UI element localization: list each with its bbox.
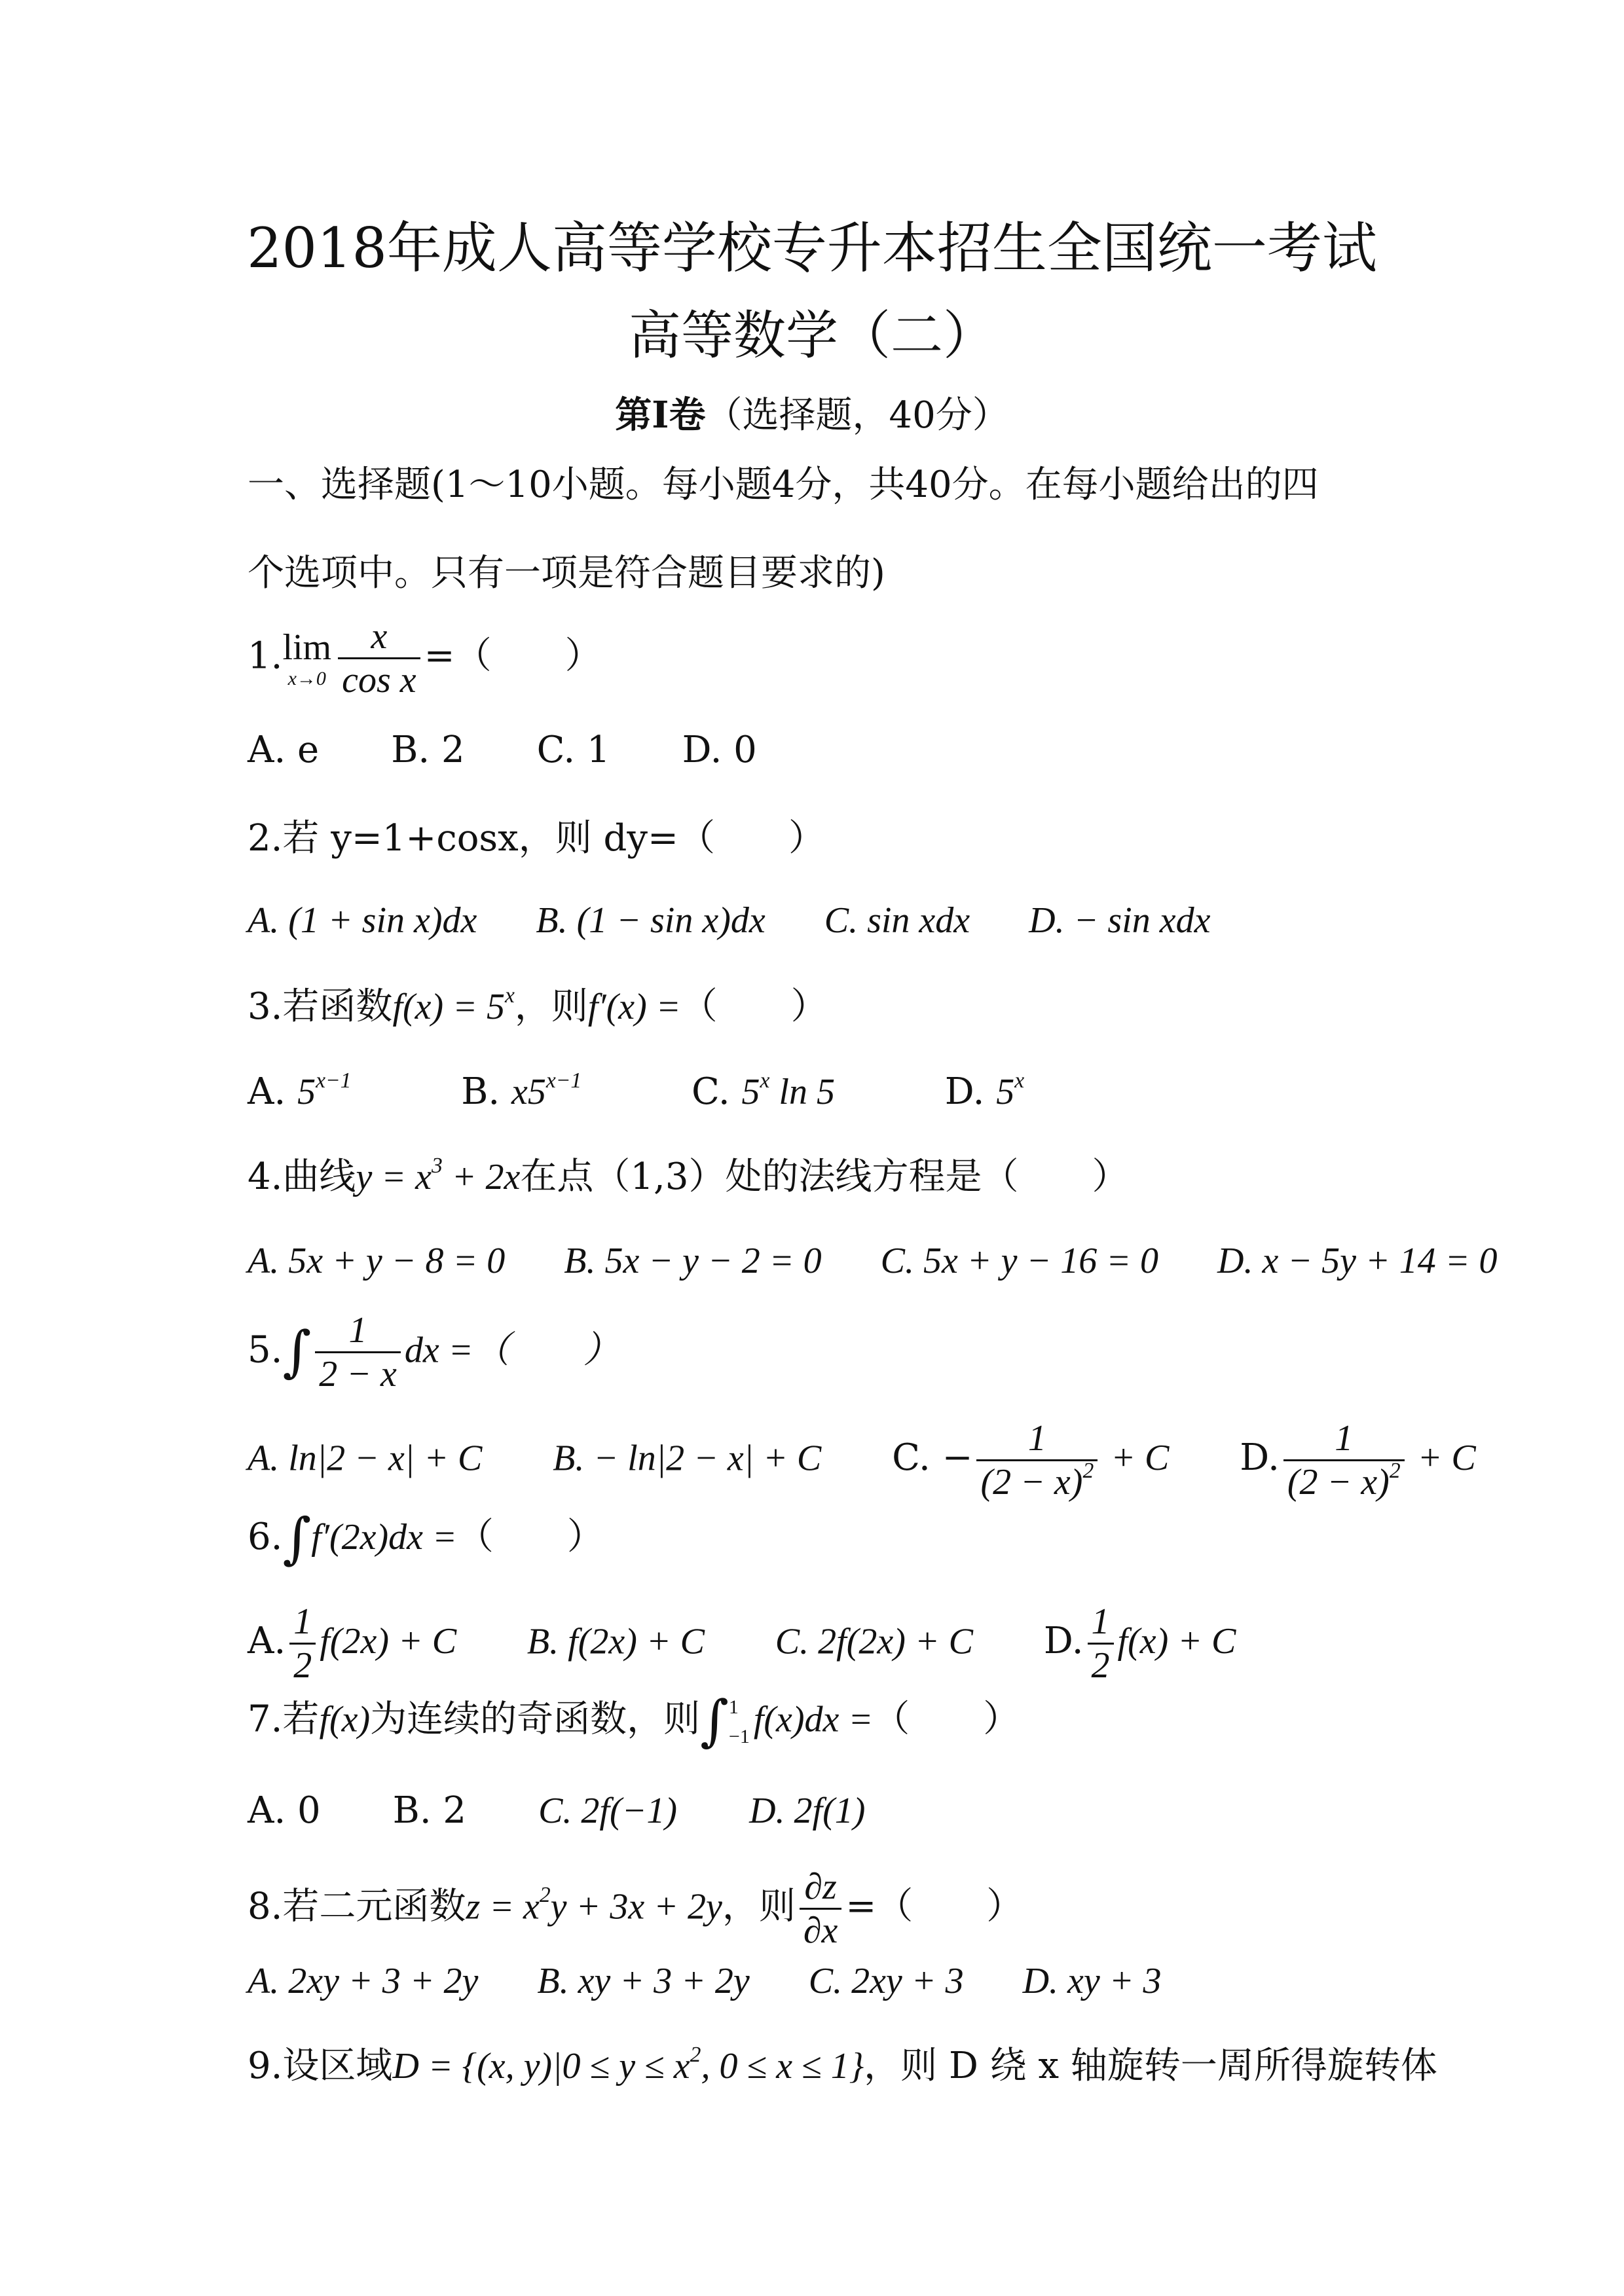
q5-option-d-fraction <box>1283 1417 1405 1504</box>
q1-limit <box>282 628 331 690</box>
q5-option-d-label: D. <box>1240 1436 1280 1480</box>
q5-option-b: B. − ln|2 − x| + C <box>553 1438 822 1479</box>
q6-number: 6. <box>248 1516 283 1558</box>
q3-options <box>248 1068 1024 1116</box>
q3-number: 3.若函数 <box>248 985 393 1028</box>
q8-expr-sup: 2 <box>539 1883 551 1908</box>
q7-limits <box>729 1692 750 1751</box>
q6-option-a-rest: f(2x) + C <box>320 1621 457 1662</box>
q7-option-d: D. 2f(1) <box>749 1791 866 1831</box>
question-1 <box>248 615 602 702</box>
q4-options <box>248 1237 1498 1285</box>
q5-frac-num: 1 <box>315 1309 401 1353</box>
q7-upper: 1 <box>728 1696 739 1718</box>
q5-option-c-den-wrap <box>976 1461 1098 1503</box>
q8-option-c: C. 2xy + 3 <box>808 1961 964 2001</box>
q5-option-d-den: (2 − x) <box>1287 1462 1390 1503</box>
q5-option-c-tail: + C <box>1101 1438 1170 1479</box>
q5-option-d-sup: 2 <box>1389 1459 1401 1484</box>
question-9 <box>248 2043 1437 2090</box>
q5-option-c-label: C. − <box>892 1436 973 1480</box>
integral-icon: ∫ <box>700 1688 729 1753</box>
part-desc: （选择题，40分） <box>705 394 1009 437</box>
q4-number: 4.曲线 <box>248 1156 356 1198</box>
question-5 <box>248 1309 620 1396</box>
q8-fraction <box>800 1866 842 1952</box>
q2-option-a: A. (1 + sin x)dx <box>248 900 477 941</box>
q8-mid: ，则 <box>722 1885 796 1928</box>
q6-option-a-fraction <box>289 1601 316 1687</box>
q8-option-d: D. xy + 3 <box>1022 1961 1162 2001</box>
q7-tail: （ ） <box>873 1698 1020 1741</box>
q4-expr-sup: 3 <box>431 1153 443 1178</box>
section-instructions-line2: 个选项中。只有一项是符合题目要求的) <box>248 552 885 594</box>
q1-option-b: B. 2 <box>391 729 465 771</box>
q6-option-b: B. f(2x) + C <box>526 1621 705 1662</box>
q8-tail: =（ ） <box>845 1885 1024 1928</box>
question-4 <box>248 1154 1128 1201</box>
q7-expr1: f(x) <box>319 1699 371 1740</box>
q3-option-d-label: D. <box>944 1070 985 1113</box>
q1-frac-num: x <box>338 615 420 659</box>
q4-option-a: A. 5x + y − 8 = 0 <box>248 1241 506 1281</box>
q8-option-a: A. 2xy + 3 + 2y <box>248 1961 479 2001</box>
q6-option-c: C. 2f(2x) + C <box>775 1621 973 1662</box>
q7-option-c: C. 2f(−1) <box>538 1791 678 1831</box>
q3-option-d <box>945 1070 1024 1113</box>
q7-option-a: A. 0 <box>248 1789 321 1832</box>
q6-option-a-den: 2 <box>293 1645 312 1686</box>
q6-tail: （ ） <box>456 1516 604 1558</box>
q7-mid: 为连续的奇函数，则 <box>370 1698 701 1741</box>
q6-option-a-label: A. <box>248 1620 286 1663</box>
q4-tail: 在点（1,3）处的法线方程是（ ） <box>520 1156 1129 1198</box>
q8-expr-a: z = x <box>466 1886 540 1927</box>
question-2: 2.若 y=1+cosx，则 dy=（ ） <box>248 817 825 860</box>
q3-option-a <box>248 1070 351 1113</box>
q7-option-b: B. 2 <box>392 1789 467 1832</box>
q5-number: 5. <box>248 1328 283 1372</box>
q5-option-c-num: 1 <box>976 1417 1098 1461</box>
q8-option-b: B. xy + 3 + 2y <box>537 1961 750 2001</box>
q6-option-d-label: D. <box>1043 1620 1084 1663</box>
q4-option-b: B. 5x − y − 2 = 0 <box>564 1241 822 1281</box>
q3-option-a-sup: x−1 <box>316 1068 352 1093</box>
q1-number: 1. <box>248 634 283 678</box>
integral-icon: ∫ <box>282 1319 312 1383</box>
q6-option-d-fraction <box>1088 1601 1114 1687</box>
q5-options <box>248 1417 1476 1504</box>
q4-expr-a: y = x <box>356 1157 432 1197</box>
q1-option-a: A. e <box>248 729 320 771</box>
exam-title: 2018年成人高等学校专升本招生全国统一考试 <box>247 216 1377 280</box>
q1-lim-word: lim <box>282 627 332 668</box>
q8-options <box>248 1958 1162 2005</box>
q3-option-d-sup: x <box>1014 1068 1025 1093</box>
q1-options <box>248 727 757 774</box>
q6-options <box>248 1601 1236 1687</box>
q3-option-a-label: A. <box>248 1070 286 1113</box>
question-6 <box>248 1506 604 1571</box>
q5-option-c-den: (2 − x) <box>980 1462 1083 1503</box>
q3-mid: ，则 <box>514 985 588 1028</box>
q5-option-d-tail: + C <box>1408 1438 1476 1479</box>
section-instructions-line1: 一、选择题(1～10小题。每小题4分，共40分。在每小题给出的四 <box>248 464 1319 506</box>
q9-number: 9.设区域 <box>248 2045 393 2087</box>
q1-tail: =（ ） <box>424 634 602 678</box>
q3-option-c-sup: x <box>760 1068 770 1093</box>
q3-expr1-sup: x <box>504 983 515 1008</box>
q1-fraction <box>338 615 420 702</box>
q3-expr2: f′(x) = <box>587 987 681 1027</box>
q8-frac-num: ∂z <box>800 1866 842 1910</box>
q3-option-b-base: x5 <box>511 1072 546 1112</box>
q9-tail: ，则 D 绕 x 轴旋转一周所得旋转体 <box>864 2045 1437 2087</box>
q5-option-c-fraction <box>976 1417 1098 1504</box>
q5-option-d-num: 1 <box>1283 1417 1405 1461</box>
q1-lim-sub: x→0 <box>287 668 326 690</box>
q7-number: 7.若 <box>248 1698 320 1741</box>
q5-frac-den: 2 − x <box>319 1354 397 1395</box>
question-8 <box>248 1866 1023 1952</box>
q3-option-a-base: 5 <box>297 1072 316 1112</box>
q3-option-b <box>461 1070 581 1113</box>
q3-option-c-rest: ln 5 <box>769 1072 835 1112</box>
q9-expr-a: D = {(x, y)|0 ≤ y ≤ x <box>392 2046 690 2086</box>
q6-option-d-rest: f(x) + C <box>1117 1621 1236 1662</box>
q3-option-c-label: C. <box>692 1070 730 1113</box>
q8-number: 8.若二元函数 <box>248 1885 466 1928</box>
q3-option-c-base: 5 <box>741 1072 760 1112</box>
q7-lower: −1 <box>728 1726 750 1747</box>
q1-frac-den: cos x <box>342 660 416 701</box>
q6-expr: f′(2x)dx = <box>311 1517 457 1558</box>
part-label: 第Ⅰ卷 <box>615 393 706 437</box>
q2-options <box>248 897 1210 945</box>
q3-option-b-sup: x−1 <box>545 1068 582 1093</box>
q2-option-d: D. − sin xdx <box>1029 900 1211 941</box>
q4-expr-b: + 2x <box>442 1157 521 1197</box>
q6-option-a-num: 1 <box>289 1601 316 1645</box>
q8-expr-b: y + 3x + 2y <box>550 1886 722 1927</box>
q1-option-d: D. 0 <box>682 729 757 771</box>
q3-option-c <box>692 1070 835 1113</box>
q6-option-d <box>1043 1601 1236 1686</box>
q6-option-d-num: 1 <box>1088 1601 1114 1645</box>
q4-option-c: C. 5x + y − 16 = 0 <box>880 1241 1159 1281</box>
q7-options <box>248 1787 865 1835</box>
q5-option-c <box>892 1418 1170 1503</box>
q6-option-d-den: 2 <box>1091 1645 1110 1686</box>
q3-option-b-label: B. <box>461 1070 500 1113</box>
q3-expr1: f(x) = 5 <box>392 987 505 1027</box>
q7-expr2: f(x)dx = <box>753 1699 874 1740</box>
q9-expr-sup: 2 <box>690 2042 701 2067</box>
q8-frac-den: ∂x <box>803 1910 838 1952</box>
q3-option-d-base: 5 <box>996 1072 1015 1112</box>
q5-tail: dx =（ ） <box>404 1330 620 1371</box>
part-heading <box>0 386 1624 439</box>
q6-option-a <box>248 1601 457 1686</box>
q4-option-d: D. x − 5y + 14 = 0 <box>1217 1241 1498 1281</box>
q5-option-d-den-wrap <box>1283 1461 1405 1503</box>
question-7 <box>248 1688 1020 1753</box>
q9-expr-b: , 0 ≤ x ≤ 1} <box>701 2046 864 2086</box>
q2-option-c: C. sin xdx <box>824 900 970 941</box>
q2-option-b: B. (1 − sin x)dx <box>536 900 766 941</box>
exam-subject: 高等数学（二） <box>629 305 995 366</box>
q5-option-c-sup: 2 <box>1082 1459 1094 1484</box>
integral-icon: ∫ <box>282 1506 312 1571</box>
q3-tail: （ ） <box>680 985 828 1028</box>
q5-fraction <box>315 1309 401 1396</box>
q5-option-d <box>1240 1418 1476 1503</box>
q5-option-a: A. ln|2 − x| + C <box>248 1438 483 1479</box>
q1-option-c: C. 1 <box>536 729 610 771</box>
question-3 <box>248 983 828 1031</box>
